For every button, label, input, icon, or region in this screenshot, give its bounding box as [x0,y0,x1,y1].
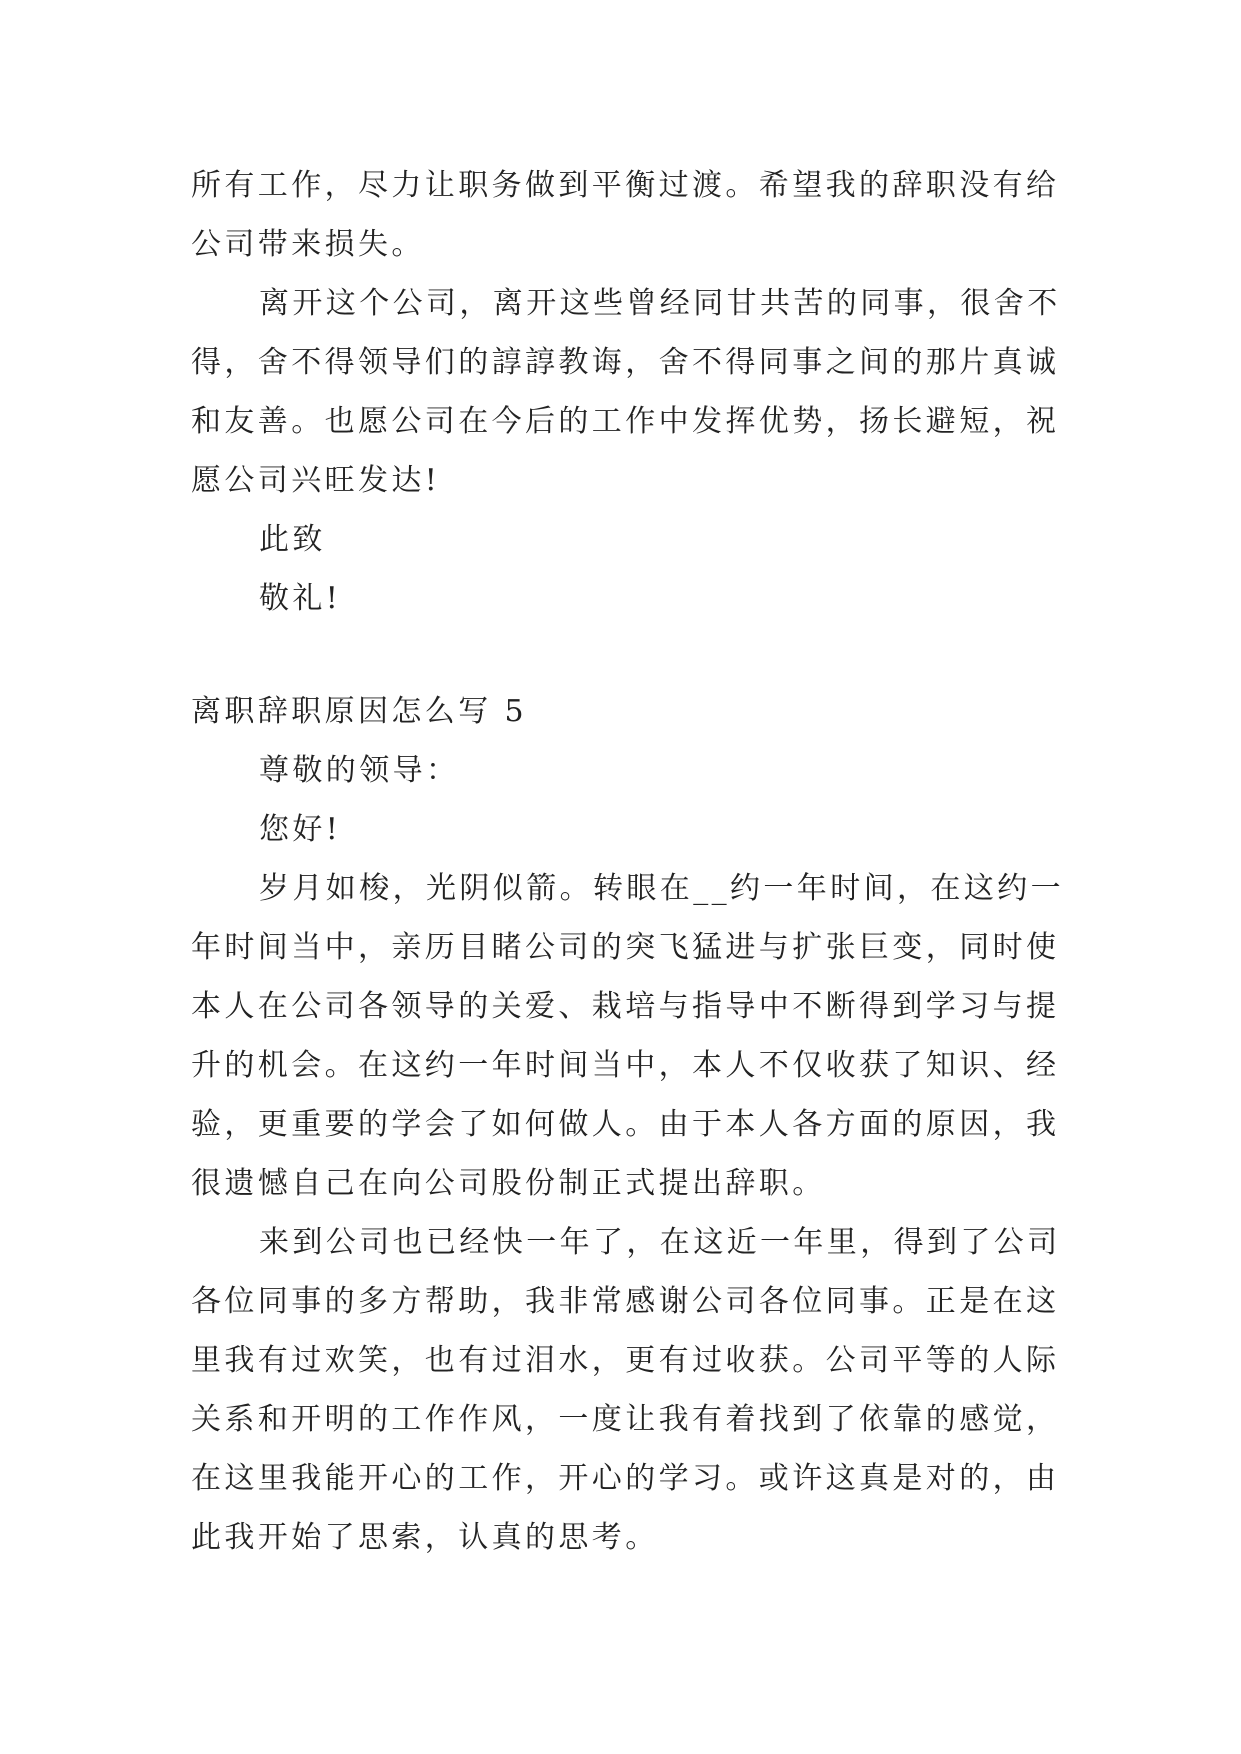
text-line: 关系和开明的工作作风，一度让我有着找到了依靠的感觉， [191,1402,1060,1437]
text-line: 升的机会。在这约一年时间当中，本人不仅收获了知识、经 [191,1048,1060,1083]
section-gap [191,628,1061,682]
text-line: 此我开始了思索，认真的思考。 [191,1520,659,1555]
closing-line-1: 此致 [259,522,326,557]
text-line: 离开这个公司，离开这些曾经同甘共苦的同事，很舍不 [259,286,1061,321]
text-line: 年时间当中，亲历目睹公司的突飞猛进与扩张巨变，同时使 [191,930,1060,965]
paragraph-continuation [191,156,1061,274]
text-line: 和友善。也愿公司在今后的工作中发挥优势，扬长避短，祝 [191,404,1060,439]
text-line: 所有工作，尽力让职务做到平衡过渡。希望我的辞职没有给 [191,168,1060,203]
letter-greeting: 尊敬的领导： [259,753,460,788]
paragraph-1 [191,859,1064,1213]
text-line: 里我有过欢笑，也有过泪水，更有过收获。公司平等的人际 [191,1343,1060,1378]
text-line: 各位同事的多方帮助，我非常感谢公司各位同事。正是在这 [191,1284,1060,1319]
text-line: 岁月如梭，光阴似箭。转眼在__约一年时间，在这约一 [259,871,1064,906]
section-title: 离职辞职原因怎么写 5 [191,694,528,729]
text-line: 愿公司兴旺发达! [191,463,441,498]
text-line: 公司带来损失。 [191,227,425,262]
paragraph-2 [191,1213,1061,1567]
paragraph-farewell [191,274,1061,510]
text-line: 得，舍不得领导们的諄諄教诲，舍不得同事之间的那片真诚 [191,345,1060,380]
text-line: 来到公司也已经快一年了，在这近一年里，得到了公司 [259,1225,1061,1260]
closing-line-2: 敬礼! [259,581,342,616]
document-body [191,156,1064,1567]
text-line: 本人在公司各领导的关爱、栽培与指导中不断得到学习与提 [191,989,1060,1024]
text-line: 很遗憾自己在向公司股份制正式提出辞职。 [191,1166,826,1201]
text-line: 在这里我能开心的工作，开心的学习。或许这真是对的，由 [191,1461,1060,1496]
text-line: 验，更重要的学会了如何做人。由于本人各方面的原因，我 [191,1107,1060,1142]
letter-salutation: 您好! [259,812,342,847]
